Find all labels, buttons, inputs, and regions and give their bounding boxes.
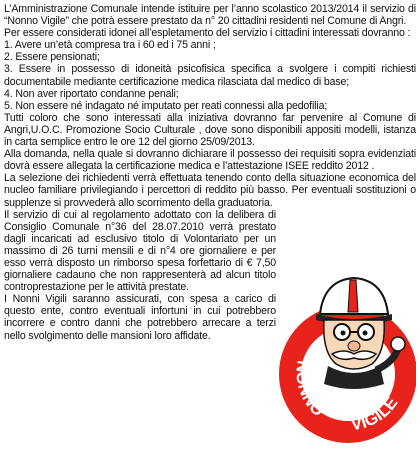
requirement-item: 2. Essere pensionati;: [4, 51, 100, 64]
attachments-paragraph: Alla domanda, nella quale si dovranno dichiarare il possesso dei requisiti sopra evidenziati dovrà essere allegata la certificazione medica e l’attestazione ISEE reddito 2012 .: [4, 148, 416, 173]
requirement-item: 3. Essere in possesso di idoneità psicofisica specifica a svolgere i compiti richiesti documentabile mediante certificazione medica rilasciata dal medico di base;: [4, 63, 416, 88]
logo-word-left: NONNO: [292, 359, 328, 421]
selection-paragraph: La selezione dei richiedenti verrà effettuata tenendo conto della situazione economica del nucleo familiare privilegiando i percettori di reddito più basso. Per eventuali sostituzioni o supplenze si provvederà allo scorrimento della graduatoria.: [4, 172, 416, 209]
logo-word-right: VIGILE: [349, 393, 402, 435]
requirement-item: 5. Non essere né indagato né imputato per reati connessi alla pedofilia;: [4, 99, 328, 112]
intro-paragraph: L’Amministrazione Comunale intende istituire per l’anno scolastico 2013/2014 il servizio di “Nonno Vigile” che potrà essere prestato da n° 20 cittadini residenti nel Comune di Angri.: [4, 3, 416, 28]
requirement-item: 1. Avere un’età compresa tra i 60 ed i 75 anni ;: [4, 39, 216, 52]
requirement-item: 4. Non aver riportato condanne penali;: [4, 87, 179, 100]
insurance-paragraph: I Nonni Vigili saranno assicurati, con spesa a carico di questo ente, contro eventuali infortuni in cui potrebbero incorrere e contro danni che potrebbero arrecare a terzi nello svolgimento delle mansioni loro affidate.: [4, 293, 276, 342]
nonno-vigile-logo: [276, 262, 416, 454]
application-paragraph: Tutti coloro che sono interessati alla iniziativa dovranno far pervenire al Comune di Angri,U.O.C. Promozione Socio Culturale , dove sono disponibili appositi modelli, istanza in carta semplice entro le ore 12 del giorno 25/09/2013.: [4, 111, 416, 149]
requirements-lead: Per essere considerati idonei all’espletamento del servizio i cittadini interessati dovranno :: [4, 27, 411, 40]
nonno-vigile-emblem: [276, 262, 416, 454]
service-terms-paragraph: Il servizio di cui al regolamento adottato con la delibera di Consiglio Comunale n°36 del 28.07.2010 verrà prestato dagli incaricati ad esclusivo titolo di Volontariato per un massimo di 26 turni mensili e di n°4 ore giornaliere e per esso verrà disposto un rimborso spesa forfettario di € 7,50 giornaliere cadauno che non rappresenterà ad alcun titolo controprestazione per le attività prestate.: [4, 208, 276, 294]
